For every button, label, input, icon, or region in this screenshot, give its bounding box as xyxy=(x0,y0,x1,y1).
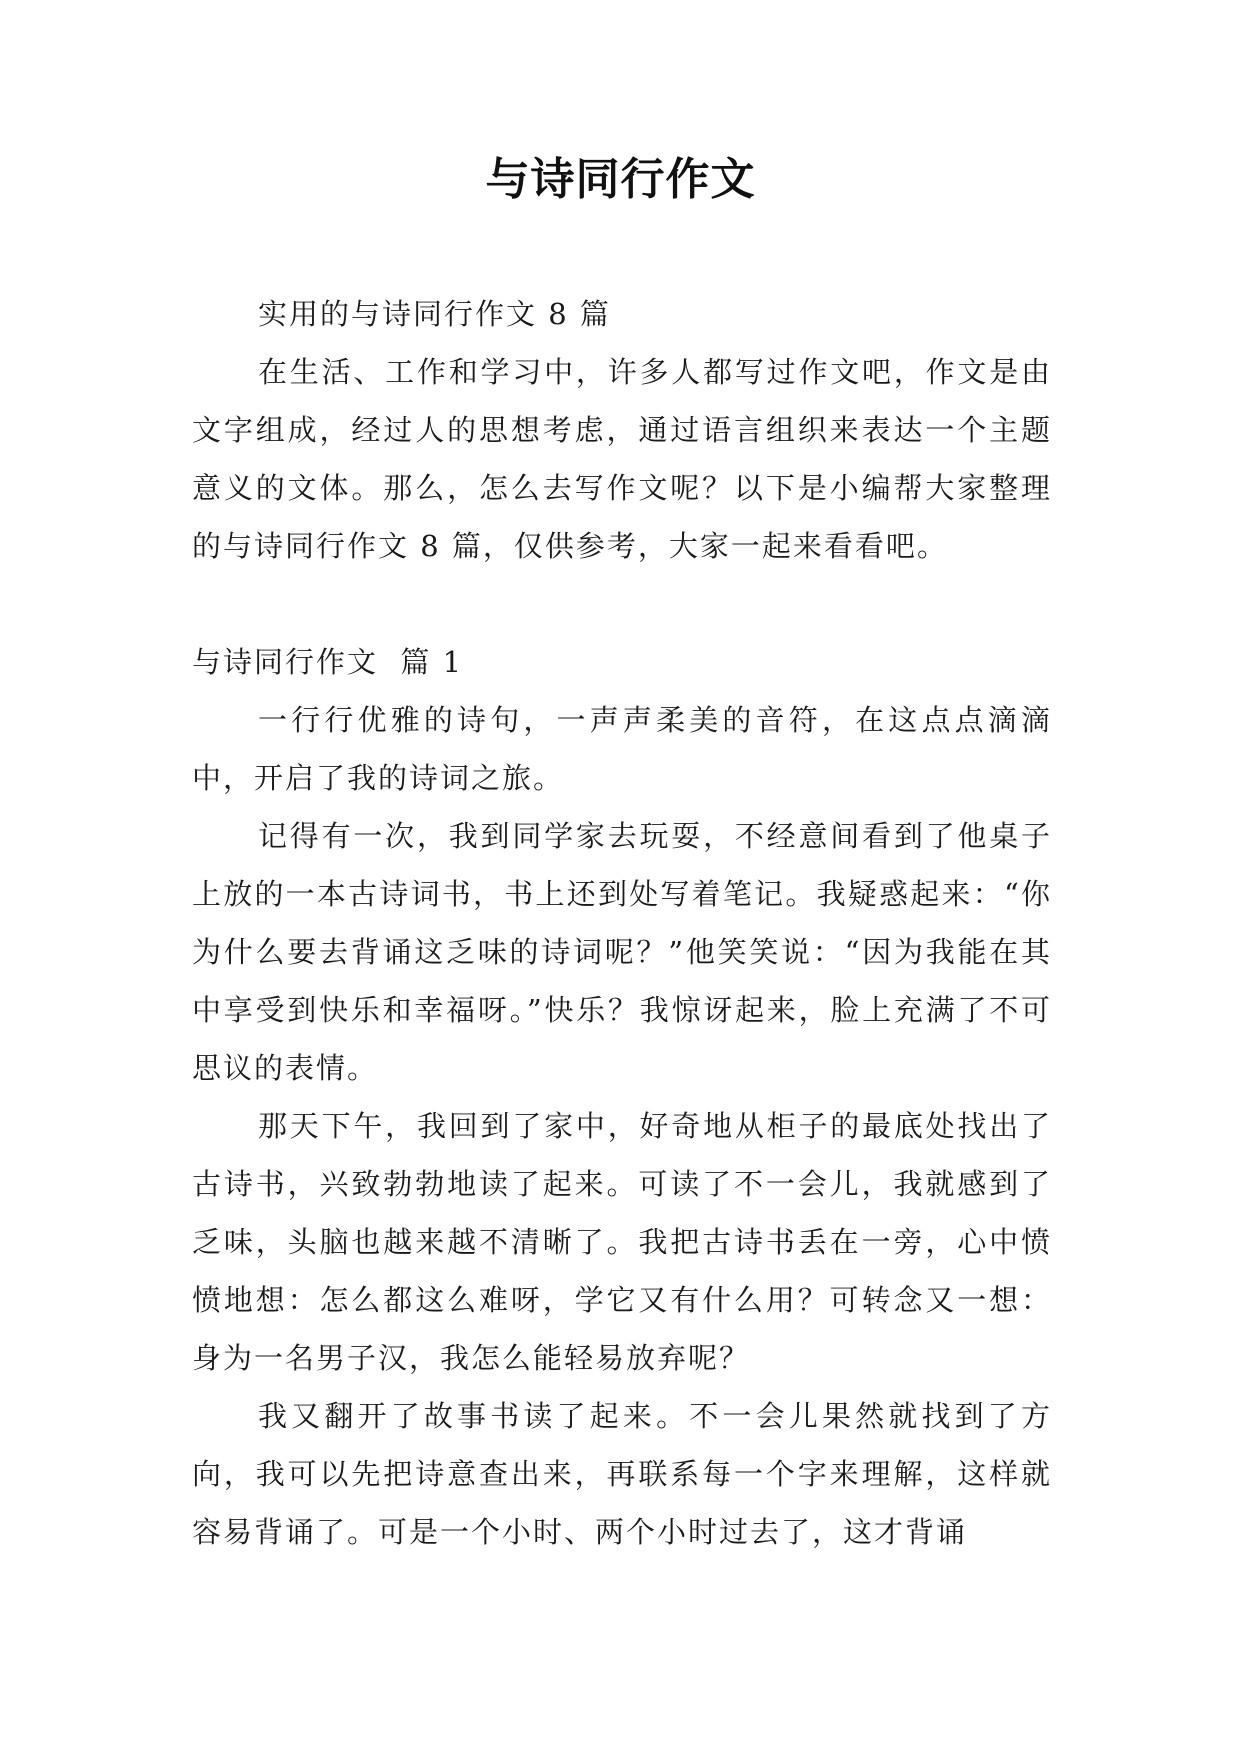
paragraph: 那天下午，我回到了家中，好奇地从柜子的最底处找出了古诗书，兴致勃勃地读了起来。可读了不一会儿，我就感到了乏味，头脑也越来越不清晰了。我把古诗书丢在一旁，心中愤愤地想：怎么都这么难呀，学它又有什么用？可转念又一想：身为一名男子汉，我怎么能轻易放弃呢？ xyxy=(192,1109,1052,1375)
document-title: 与诗同行作文 xyxy=(485,154,756,205)
section-heading: 与诗同行作文 篇 1 xyxy=(192,645,464,679)
paragraph: 我又翻开了故事书读了起来。不一会儿果然就找到了方向，我可以先把诗意查出来，再联系每一个字来理解，这样就容易背诵了。可是一个小时、两个小时过去了，这才背诵 xyxy=(192,1399,1052,1549)
section-body xyxy=(192,691,1052,1561)
paragraph: 记得有一次，我到同学家去玩耍，不经意间看到了他桌子上放的一本古诗词书，书上还到处写着笔记。我疑惑起来：“你为什么要去背诵这乏味的诗词呢？”他笑笑说：“因为我能在其中享受到快乐和幸福呀。”快乐？我惊讶起来，脸上充满了不可思议的表情。 xyxy=(192,819,1052,1085)
document-subtitle: 实用的与诗同行作文 8 篇 xyxy=(258,297,611,331)
intro-paragraph: 在生活、工作和学习中，许多人都写过作文吧，作文是由文字组成，经过人的思想考虑，通过语言组织来表达一个主题意义的文体。那么，怎么去写作文呢？以下是小编帮大家整理的与诗同行作文 8 篇，仅供参考，大家一起来看看吧。 xyxy=(192,355,1052,563)
paragraph: 一行行优雅的诗句，一声声柔美的音符，在这点点滴滴中，开启了我的诗词之旅。 xyxy=(192,703,1052,795)
